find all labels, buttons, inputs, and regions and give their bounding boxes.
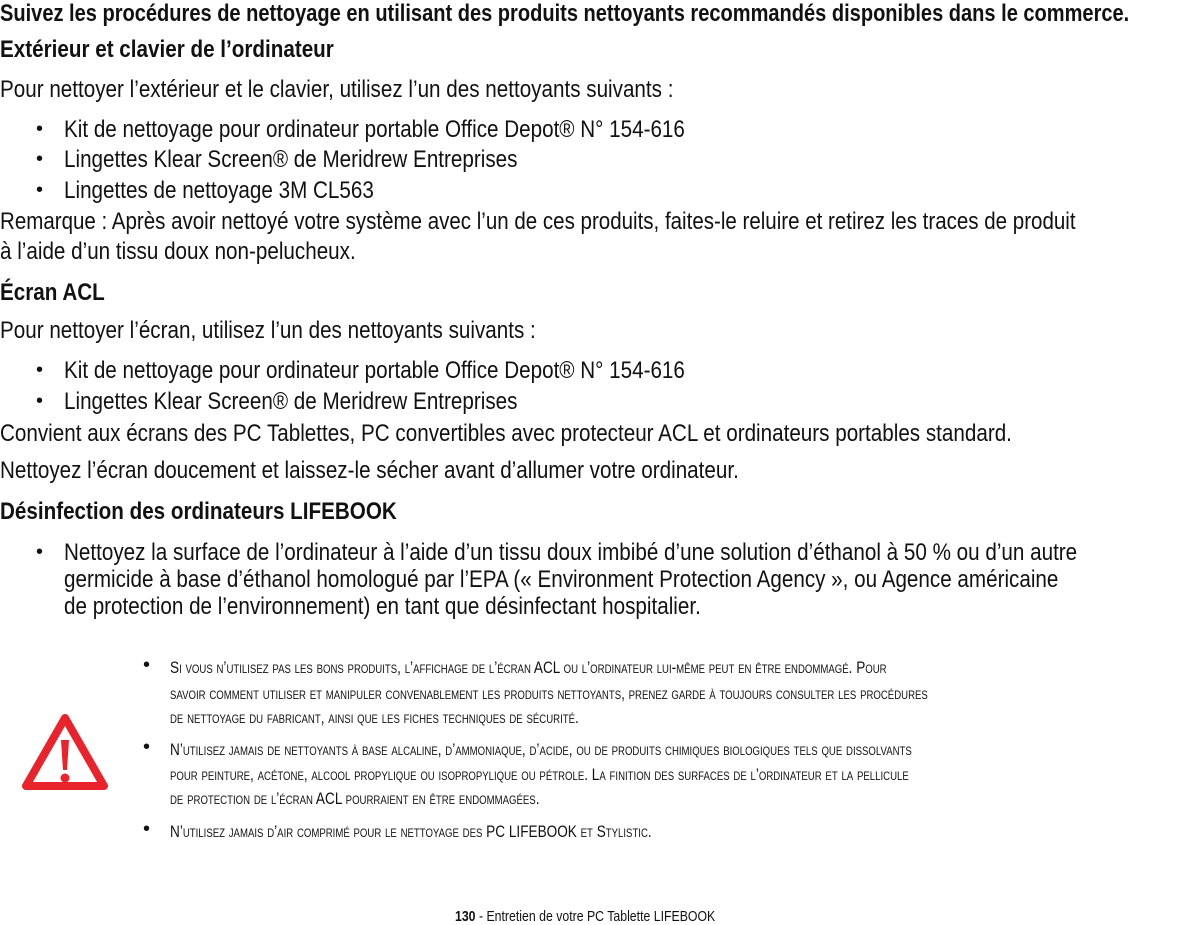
bullet-icon: • [36,148,44,170]
warning-item: de nettoyage du fabricant, ainsi que les fiches techniques de sécurité. [170,708,579,727]
bullet-icon: • [143,736,151,758]
note: Remarque : Après avoir nettoyé votre système avec l’un de ces produits, faites-le reluire et retirez les traces de produit [0,208,1076,235]
list-item: de protection de l’environnement) en tant que désinfectant hospitalier. [64,593,701,620]
paragraph: Nettoyez l’écran doucement et laissez-le sécher avant d’allumer votre ordinateur. [0,457,739,484]
list-item: Lingettes de nettoyage 3M CL563 [64,177,374,204]
warning-item: N’utilisez jamais d’air comprimé pour le nettoyage des PC LIFEBOOK et Stylistic. [170,822,652,841]
warning-item: savoir comment utiliser et manipuler convenablement les produits nettoyants, prenez garde à toujours consulter les procédures [170,684,928,703]
warning-item: N’utilisez jamais de nettoyants à base alcaline, d’ammoniaque, d’acide, ou de produits chimiques biologiques tels que dissolvants [170,740,912,759]
bullet-icon: • [36,390,44,412]
list-item: germicide à base d’éthanol homologué par l’EPA (« Environment Protection Agency », ou Agence américaine [64,566,1059,593]
page-footer [455,908,715,925]
bullet-icon: • [143,818,151,840]
list-item: Lingettes Klear Screen® de Meridrew Entreprises [64,146,518,173]
note: à l’aide d’un tissu doux non-pelucheux. [0,238,356,265]
bullet-icon: • [36,118,44,140]
page-number: 130 [455,908,476,925]
section-heading: Écran ACL [0,279,105,306]
intro: Suivez les procédures de nettoyage en utilisant des produits nettoyants recommandés disponibles dans le commerce. [0,0,1130,27]
warning-item: de protection de l’écran ACL pourraient en être endommagées. [170,789,540,808]
section-heading: Désinfection des ordinateurs LIFEBOOK [0,498,397,525]
warning-item: Si vous n’utilisez pas les bons produits, l’affichage de l’écran ACL ou l’ordinateur lui-même peut en être endommagé. Pour [170,658,887,677]
warning-triangle-icon [20,712,110,792]
list-item: Kit de nettoyage pour ordinateur portable Office Depot® N° 154-616 [64,357,685,384]
footer-title: - Entretien de votre PC Tablette LIFEBOOK [475,908,716,925]
paragraph: Pour nettoyer l’extérieur et le clavier, utilisez l’un des nettoyants suivants : [0,76,674,103]
paragraph: Convient aux écrans des PC Tablettes, PC convertibles avec protecteur ACL et ordinateurs portables standard. [0,420,1012,447]
bullet-icon: • [36,179,44,201]
list-item: Nettoyez la surface de l’ordinateur à l’aide d’un tissu doux imbibé d’une solution d’éthanol à 50 % ou d’un autre [64,539,1078,566]
bullet-icon: • [143,654,151,676]
list-item: Lingettes Klear Screen® de Meridrew Entreprises [64,388,518,415]
warning-item: pour peinture, acétone, alcool propylique ou isopropylique ou pétrole. La finition des surfaces de l’ordinateur et la pellicule [170,765,909,784]
paragraph: Pour nettoyer l’écran, utilisez l’un des nettoyants suivants : [0,317,536,344]
section-heading: Extérieur et clavier de l’ordinateur [0,36,334,63]
list-item: Kit de nettoyage pour ordinateur portable Office Depot® N° 154-616 [64,116,685,143]
bullet-icon: • [36,359,44,381]
bullet-icon: • [36,541,44,563]
